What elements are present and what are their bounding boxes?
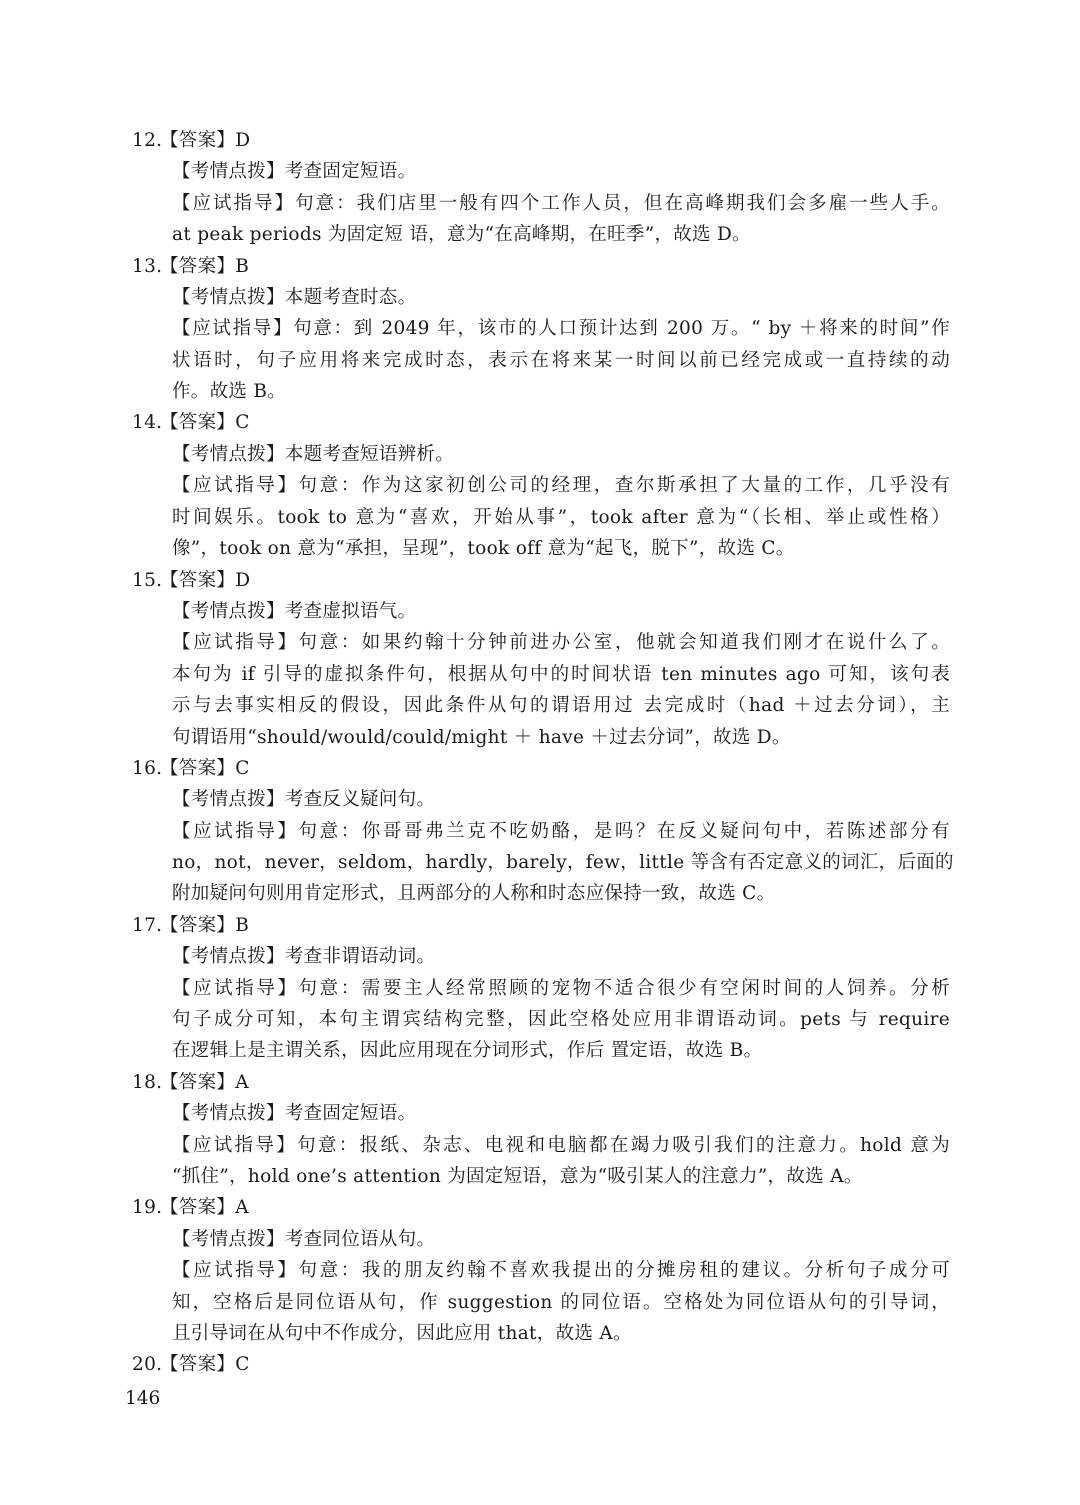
answer-label: 【答案】A <box>160 1072 249 1093</box>
page-number: 146 <box>125 1388 161 1409</box>
answer-label: 【答案】B <box>160 256 250 277</box>
question-number: 16. <box>132 758 163 779</box>
answer-label: 【答案】C <box>160 1354 250 1375</box>
question-number: 15. <box>132 570 163 591</box>
answer-label: 【答案】D <box>160 130 251 151</box>
question-number: 19. <box>132 1197 163 1218</box>
question-number: 17. <box>132 915 163 936</box>
answer-label: 【答案】A <box>160 1197 249 1218</box>
answer-label: 【答案】B <box>160 915 250 936</box>
answer-label: 【答案】C <box>160 758 250 779</box>
answer-label: 【答案】C <box>160 412 250 433</box>
question-number: 13. <box>132 256 163 277</box>
question-number: 14. <box>132 412 163 433</box>
question-number: 18. <box>132 1072 163 1093</box>
question-number: 12. <box>132 130 163 151</box>
answer-label: 【答案】D <box>160 570 251 591</box>
document-page: 12. 【答案】D 【考情点拨】考查固定短语。 【应试指导】句意：我们店里一般有四个工作人员，但在高峰期我们会多雇一些人手。 at peak periods 为固定短 语，意为“在高峰期，在旺季”，故选 D。 13. 【答案】B 【考情点拨】本题考查时态。 【应试指导】句意：到 2049 年，该市的人口预计达到 200 万。“ by ＋将来的时间”作 状语时，句子应用将来完成时态，表示在将来某一时间以前已经完成或一直持续的动 作。故选 B。 14. 【答案】C 【考情点拨】本题考查短语辨析。 【应试指导】句意：作为这家初创公司的经理，查尔斯承担了大量的工作，几乎没有 时间娱乐。took to 意为“喜欢，开始从事”，took after 意为“（长相、举止或性格） 像”，took on 意为“承担，呈现”，took off 意为“起飞，脱下”，故选 C。 15. 【答案】D 【考情点拨】考查虚拟语气。 【应试指导】句意：如果约翰十分钟前进办公室，他就会知道我们刚才在说什么了。 本句为 if 引导的虚拟条件句，根据从句中的时间状语 ten minutes ago 可知，该句表 示与去事实相反的假设，因此条件从句的谓语用过 去完成时（had ＋过去分词），主 句谓语用“should/would/could/might ＋ have ＋过去分词”，故选 D。 16. 【答案】C 【考情点拨】考查反义疑问句。 【应试指导】句意：你哥哥弗兰克不吃奶酪，是吗？在反义疑问句中，若陈述部分有 no，not，never，seldom，hardly，barely，few，little 等含有否定意义的词汇，后面的 附加疑问句则用肯定形式，且两部分的人称和时态应保持一致，故选 C。 17. 【答案】B 【考情点拨】考查非谓语动词。 【应试指导】句意：需要主人经常照顾的宠物不适合很少有空闲时间的人饲养。分析 句子成分可知，本句主谓宾结构完整，因此空格处应用非谓语动词。pets 与 require 在逻辑上是主谓关系，因此应用现在分词形式，作后 置定语，故选 B。 18. 【答案】A 【考情点拨】考查固定短语。 【应试指导】句意：报纸、杂志、电视和电脑都在竭力吸引我们的注意力。hold 意为 “抓住”，hold one’s attention 为固定短语，意为“吸引某人的注意力”，故选 A。 19. 【答案】A 【考情点拨】考查同位语从句。 【应试指导】句意：我的朋友约翰不喜欢我提出的分摊房租的建议。分析句子成分可 知，空格后是同位语从句，作 suggestion 的同位语。空格处为同位语从句的引导词， 且引导词在从句中不作成分，因此应用 that，故选 A。 20. 【答案】C 146 <box>0 0 1080 1505</box>
question-number: 20. <box>132 1354 163 1375</box>
